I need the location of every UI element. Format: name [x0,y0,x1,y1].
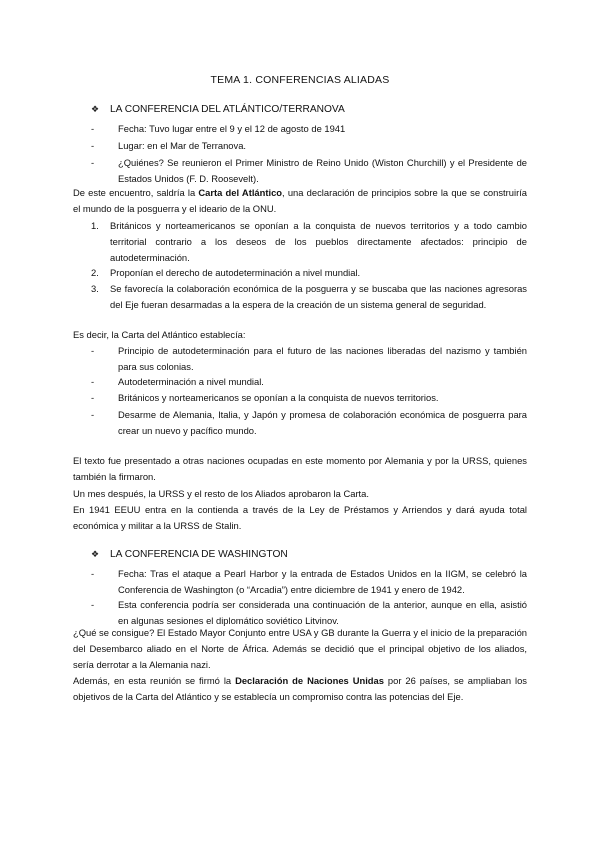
list-item [91,343,527,375]
bold-term: Carta del Atlántico [198,187,283,198]
list-item-text: ¿Quiénes? Se reunieron el Primer Ministro de Reino Unido (Wiston Churchill) y el Presidente de Estados Unidos (F. D. Roosevelt). [118,157,527,185]
item-number: 1. [91,220,99,231]
paragraph: El texto fue presentado a otras naciones ocupadas en este momento por Alemania y por la URSS, quienes también la firmaron. [73,455,527,483]
list-item [91,155,527,187]
dash-bullet: - [91,345,95,356]
list-item [91,566,527,598]
item-number: 3. [91,283,99,294]
dash-bullet: - [91,376,95,387]
paragraph: Un mes después, la URSS y el resto de los Aliados aprobaron la Carta. [73,488,369,499]
paragraph-es-decir: Es decir, la Carta del Atlántico establecía: [73,329,246,340]
dash-bullet: - [91,392,95,403]
dash-bullet: - [91,123,95,134]
numbered-item-text: Se favorecía la colaboración económica de la posguerra y se buscaba que las naciones agresoras del Eje fueran desarmadas a la espera de la creación de un sistema general de seguridad. [110,283,527,311]
item-number: 2. [91,267,99,278]
paragraph-declaracion [73,673,527,705]
list-item-text: Británicos y norteamericanos se oponían a la conquista de nuevos territorios. [118,392,439,403]
dash-bullet: - [91,409,95,420]
dash-bullet: - [91,599,95,610]
section-heading-atlantico [91,104,345,115]
list-item [91,374,527,390]
dash-bullet: - [91,140,95,151]
paragraph: ¿Qué se consigue? El Estado Mayor Conjunto entre USA y GB durante la Guerra y el inicio de la preparación del Desembarco aliado en el Norte de África. Además se decidió que el principal objetivo de los aliados, sería derrotar a la Alemania nazi. [73,627,527,671]
bold-term: Declaración de Naciones Unidas [235,675,384,686]
list-item [91,138,527,154]
section-heading-washington [91,549,288,560]
numbered-item [91,265,527,281]
list-item-text: Esta conferencia podría ser considerada una continuación de la anterior, aunque en ella, asistió en algunas sesiones el diplomático soviético Litvinov. [118,599,527,627]
diamond-bullet-icon: ❖ [91,104,100,114]
diamond-bullet-icon: ❖ [91,549,100,559]
text-run: De este encuentro, saldría la [73,187,199,198]
numbered-item [91,281,527,313]
list-item-text: Autodeterminación a nivel mundial. [118,376,264,387]
text-run: por 26 países, se ampliaban los objetivos de la Carta del Atlántico y se establecía un compromiso contra las potencias del Eje. [73,675,527,703]
text-run: , una declaración de principios sobre la que se construiría el mundo de la posguerra y el ideario de la ONU. [73,187,528,215]
list-item [91,407,527,439]
list-item-text: Fecha: Tuvo lugar entre el 9 y el 12 de agosto de 1941 [118,123,346,134]
numbered-item-text: Británicos y norteamericanos se oponían a la conquista de nuevos territorios y a todo cambio territorial contrario a los deseos de los pueblos directamente afectados: principio de autodeterminación. [110,220,527,264]
page-title: TEMA 1. CONFERENCIAS ALIADAS [210,74,390,86]
dash-bullet: - [91,157,95,168]
list-item [91,121,527,137]
list-item-text: Desarme de Alemania, Italia, y Japón y promesa de colaboración económica de posguerra para crear un nuevo y pacífico mundo. [118,409,527,437]
list-item-text: Principio de autodeterminación para el futuro de las naciones liberadas del nazismo y también para sus colonias. [118,345,527,373]
numbered-item-text: Proponían el derecho de autodeterminación a nivel mundial. [110,267,361,278]
section-heading-text: LA CONFERENCIA DE WASHINGTON [110,549,288,560]
paragraph: En 1941 EEUU entra en la contienda a través de la Ley de Préstamos y Arriendos y dará ayuda total económica y militar a la URSS de Stalin. [73,504,527,532]
list-item-text: Fecha: Tras el ataque a Pearl Harbor y la entrada de Estados Unidos en la IIGM, se celebró la Conferencia de Washington (o “Arcadia”) entre diciembre de 1941 y enero de 1942. [118,568,527,596]
section-heading-text: LA CONFERENCIA DEL ATLÁNTICO/TERRANOVA [110,104,345,115]
paragraph-intro [73,185,527,217]
dash-bullet: - [91,568,95,579]
text-run: Además, en esta reunión se firmó la [73,675,236,686]
numbered-item [91,218,527,267]
list-item [91,390,527,406]
list-item-text: Lugar: en el Mar de Terranova. [118,140,247,151]
